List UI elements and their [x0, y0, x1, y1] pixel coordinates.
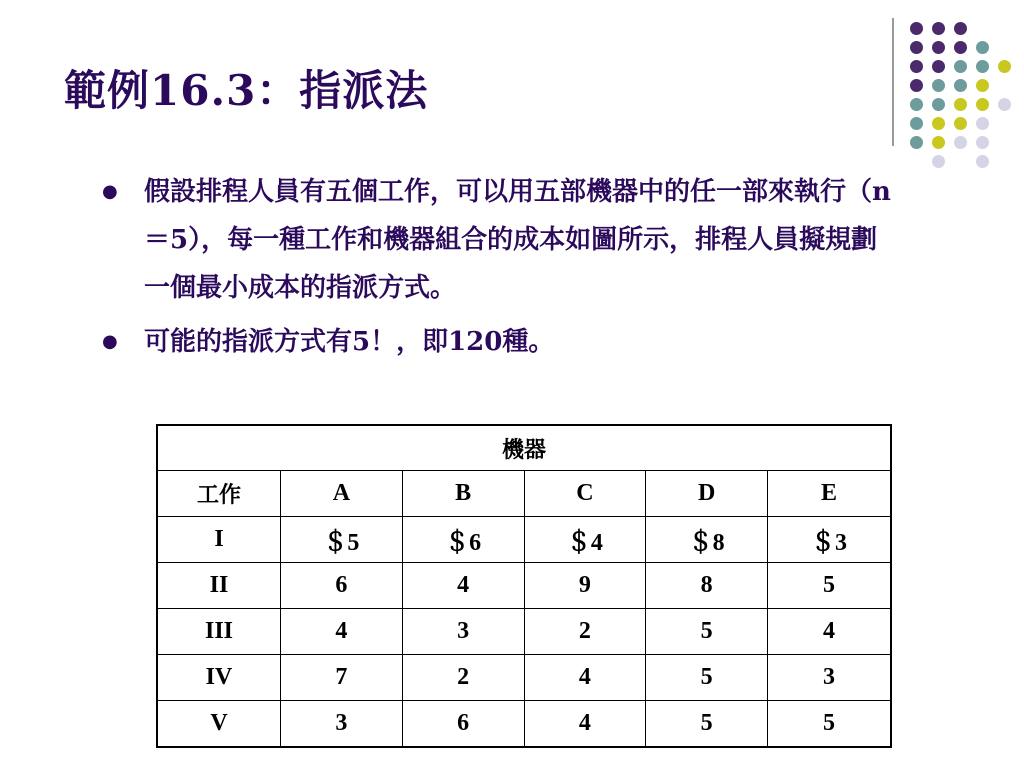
machine-group-header: 機器 — [157, 425, 891, 471]
decoration-dot — [976, 117, 989, 130]
decoration-dot — [910, 117, 923, 130]
decoration-dot — [976, 136, 989, 149]
table-row — [157, 517, 891, 563]
cost-cell: 5 — [646, 655, 768, 701]
decoration-dot — [998, 98, 1011, 111]
bullet-icon: ● — [102, 181, 118, 202]
cost-table — [156, 424, 892, 748]
decoration-dot — [910, 41, 923, 54]
table-header-row — [157, 425, 891, 471]
job-label: I — [157, 517, 281, 563]
machine-column-header: D — [646, 471, 768, 517]
decoration-dot — [910, 98, 923, 111]
decoration-dot — [910, 22, 923, 35]
bullet-text: 假設排程人員有五個工作，可以用五部機器中的任一部來執行（n＝5），每一種工作和機器組合的成本如圖所示，排程人員擬規劃一個最小成本的指派方式。 — [144, 177, 891, 303]
decoration-dot — [932, 22, 945, 35]
decoration-dot — [954, 98, 967, 111]
machine-column-header: A — [281, 471, 403, 517]
dot-grid-decoration — [0, 0, 1024, 170]
job-label: III — [157, 609, 281, 655]
job-label: V — [157, 701, 281, 748]
cost-cell: 4 — [281, 609, 403, 655]
cost-cell: 5 — [646, 609, 768, 655]
decoration-dot — [932, 117, 945, 130]
decoration-dot — [976, 79, 989, 92]
table-row — [157, 563, 891, 609]
decoration-dot — [976, 60, 989, 73]
cost-cell: 3 — [281, 701, 403, 748]
cost-cell: 3 — [402, 609, 524, 655]
decoration-dot — [910, 60, 923, 73]
cost-cell: 3 — [768, 655, 891, 701]
cost-cell: 5 — [768, 701, 891, 748]
cost-cell: 8 — [646, 563, 768, 609]
cost-cell: 4 — [402, 563, 524, 609]
cost-cell: 4 — [524, 655, 646, 701]
column-header-row — [157, 471, 891, 517]
machine-column-header: C — [524, 471, 646, 517]
cost-cell: ＄3 — [768, 517, 891, 563]
decoration-dot — [976, 98, 989, 111]
decoration-dot — [954, 60, 967, 73]
job-label: IV — [157, 655, 281, 701]
cost-cell: 5 — [768, 563, 891, 609]
cost-cell: 6 — [281, 563, 403, 609]
cost-cell: 6 — [402, 701, 524, 748]
cost-cell: 4 — [524, 701, 646, 748]
cost-cell: 5 — [646, 701, 768, 748]
decoration-dot — [932, 41, 945, 54]
job-column-header: 工作 — [157, 471, 281, 517]
table-row — [157, 609, 891, 655]
decoration-dot — [954, 41, 967, 54]
decoration-dot — [910, 136, 923, 149]
bullet-icon: ● — [102, 331, 118, 352]
cost-cell: 4 — [768, 609, 891, 655]
decoration-dot — [954, 22, 967, 35]
cost-cell: 9 — [524, 563, 646, 609]
cost-cell: 2 — [524, 609, 646, 655]
decoration-dot — [932, 79, 945, 92]
machine-column-header: B — [402, 471, 524, 517]
cost-cell: ＄8 — [646, 517, 768, 563]
bullet-text: 可能的指派方式有5！，即120種。 — [144, 327, 555, 357]
job-label: II — [157, 563, 281, 609]
decoration-dot — [976, 155, 989, 168]
slide-title: 範例16.3：指派法 — [64, 66, 429, 115]
cost-cell: ＄4 — [524, 517, 646, 563]
bullet-item — [100, 168, 900, 312]
machine-column-header: E — [768, 471, 891, 517]
table-row — [157, 701, 891, 748]
decoration-dot — [932, 60, 945, 73]
cost-cell: 7 — [281, 655, 403, 701]
decoration-dot — [932, 98, 945, 111]
cost-cell: ＄5 — [281, 517, 403, 563]
cost-cell: ＄6 — [402, 517, 524, 563]
decoration-dot — [910, 79, 923, 92]
decoration-dot — [932, 155, 945, 168]
decoration-dot — [954, 117, 967, 130]
cost-cell: 2 — [402, 655, 524, 701]
decoration-dot — [932, 136, 945, 149]
table-row — [157, 655, 891, 701]
decoration-dot — [976, 41, 989, 54]
decoration-dot — [998, 60, 1011, 73]
bullet-item — [100, 318, 900, 366]
bullet-list — [100, 168, 900, 372]
decoration-dot — [954, 136, 967, 149]
decoration-dot — [954, 79, 967, 92]
